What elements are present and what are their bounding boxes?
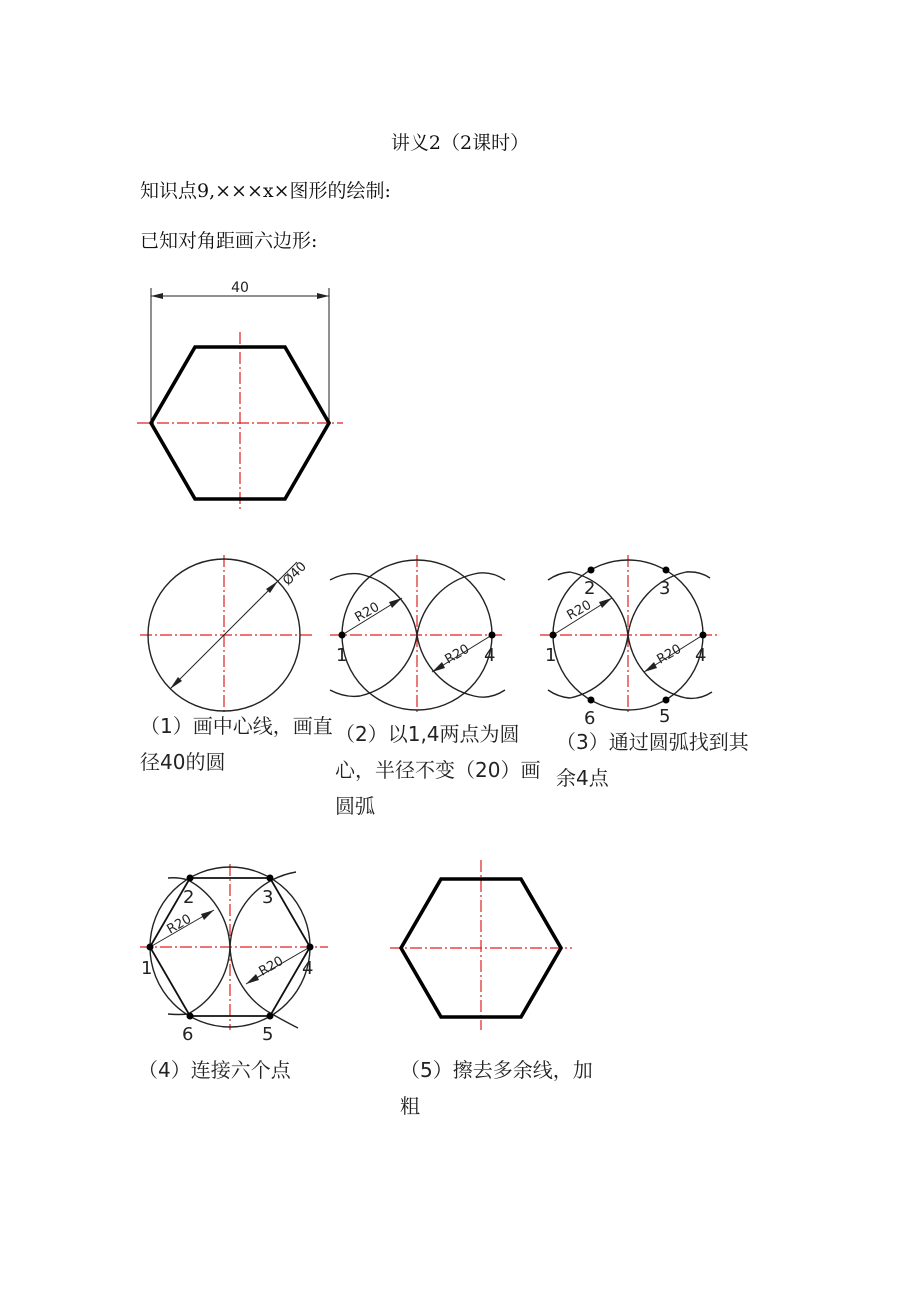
arrow-icon bbox=[644, 662, 657, 672]
point-2-marker bbox=[187, 875, 194, 882]
point-6-label: 6 bbox=[584, 708, 596, 729]
step1-caption bbox=[140, 708, 333, 780]
point-3-marker bbox=[267, 875, 274, 882]
arc-from-point-1 bbox=[570, 572, 628, 698]
arc-from-point-1 bbox=[360, 574, 417, 696]
caption-line: 圆弧 bbox=[335, 794, 375, 818]
step2-caption bbox=[335, 716, 540, 824]
point-3-label: 3 bbox=[659, 578, 671, 599]
step5-figure bbox=[385, 855, 575, 1035]
point-1-label: 1 bbox=[336, 645, 348, 666]
task-statement: 已知对角距画六边形: bbox=[140, 230, 318, 252]
step3-figure bbox=[535, 550, 730, 730]
main-hexagon-figure bbox=[130, 270, 350, 520]
radius-label: R20 bbox=[654, 641, 685, 668]
arrow-icon bbox=[432, 662, 445, 672]
diameter-label: Ø40 bbox=[280, 559, 310, 589]
point-2-label: 2 bbox=[584, 578, 596, 599]
caption-line: （5）擦去多余线，加 bbox=[400, 1058, 593, 1082]
arrow-icon bbox=[201, 910, 214, 920]
point-4-marker bbox=[489, 632, 496, 639]
caption-line: （1）画中心线，画直 bbox=[140, 714, 333, 738]
point-2-label: 2 bbox=[183, 887, 195, 908]
arrow-right-icon bbox=[317, 293, 329, 299]
step2-figure bbox=[325, 550, 515, 720]
caption-line: 粗 bbox=[400, 1094, 420, 1118]
point-4-marker bbox=[307, 944, 314, 951]
arrow-icon bbox=[389, 598, 402, 608]
caption-line: 心，半径不变（20）画 bbox=[335, 758, 541, 782]
point-3-marker bbox=[663, 567, 670, 574]
radius-label: R20 bbox=[564, 597, 595, 624]
point-1-label: 1 bbox=[545, 645, 557, 666]
caption-line: （4）连接六个点 bbox=[138, 1058, 291, 1082]
point-3-label: 3 bbox=[262, 887, 274, 908]
point-4-label: 4 bbox=[302, 958, 314, 979]
step4-caption bbox=[138, 1052, 291, 1088]
point-4-label: 4 bbox=[695, 645, 707, 666]
point-1-marker bbox=[339, 632, 346, 639]
point-5-label: 5 bbox=[659, 706, 671, 727]
point-5-marker bbox=[663, 697, 670, 704]
point-1-marker bbox=[147, 944, 154, 951]
step3-caption bbox=[556, 724, 749, 796]
point-1-label: 1 bbox=[141, 958, 153, 979]
point-1-marker bbox=[550, 632, 557, 639]
step5-caption bbox=[400, 1052, 593, 1124]
caption-line: 径40的圆 bbox=[140, 750, 226, 774]
point-4-marker bbox=[700, 632, 707, 639]
radius-label: R20 bbox=[164, 911, 195, 938]
point-5-marker bbox=[267, 1013, 274, 1020]
point-6-marker bbox=[187, 1013, 194, 1020]
caption-line: 余4点 bbox=[556, 766, 609, 790]
radius-label: R20 bbox=[442, 641, 473, 668]
arrow-icon bbox=[599, 598, 612, 608]
page-title: 讲义2（2课时） bbox=[390, 132, 530, 154]
point-2-marker bbox=[588, 567, 595, 574]
knowledge-point-heading: 知识点9,×××x×图形的绘制: bbox=[140, 180, 391, 202]
radius-label: R20 bbox=[256, 953, 287, 980]
point-4-label: 4 bbox=[484, 645, 496, 666]
point-6-label: 6 bbox=[182, 1024, 194, 1045]
radius-label: R20 bbox=[352, 599, 383, 626]
point-6-marker bbox=[588, 697, 595, 704]
arrow-left-icon bbox=[151, 293, 163, 299]
point-5-label: 5 bbox=[262, 1024, 274, 1045]
caption-line: （2）以1,4两点为圆 bbox=[335, 722, 520, 746]
step1-figure bbox=[135, 550, 325, 720]
arrow-icon bbox=[246, 974, 259, 984]
step4-figure bbox=[135, 860, 335, 1045]
caption-line: （3）通过圆弧找到其 bbox=[556, 730, 749, 754]
dimension-label: 40 bbox=[231, 280, 249, 296]
